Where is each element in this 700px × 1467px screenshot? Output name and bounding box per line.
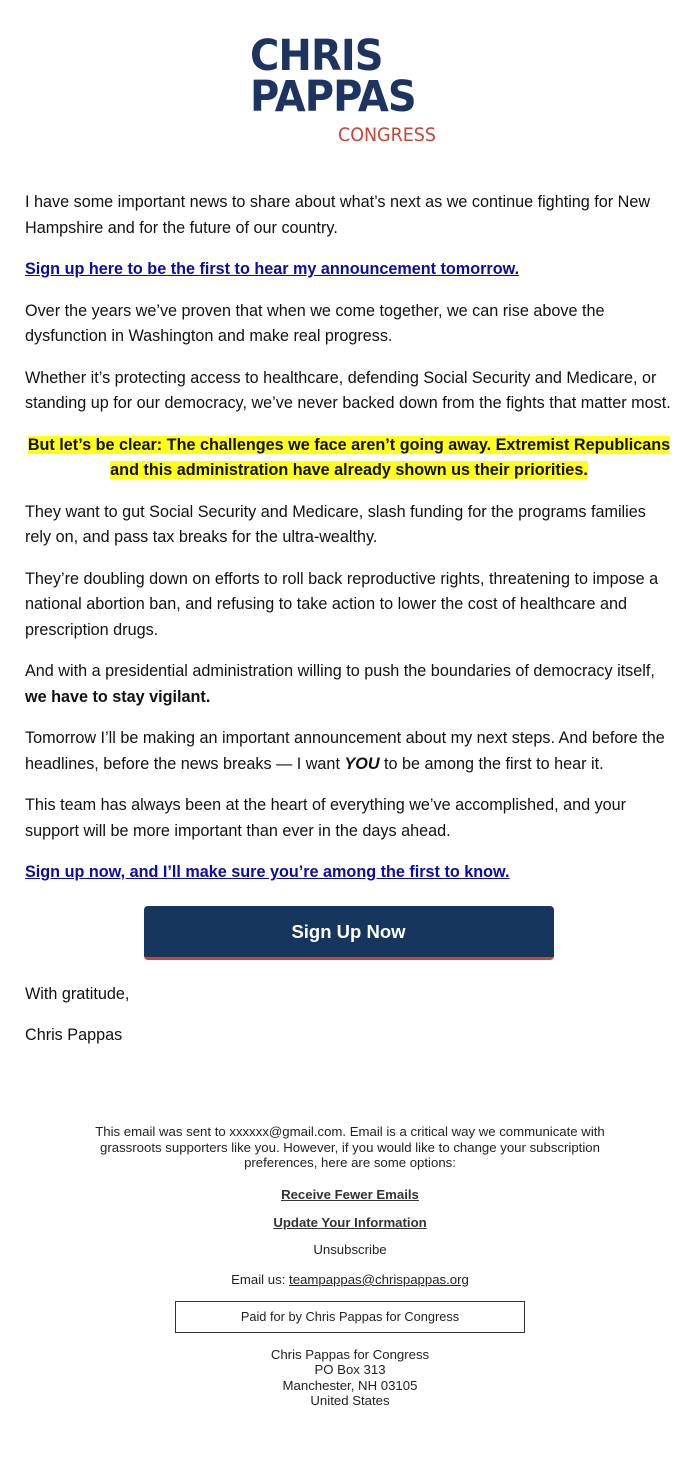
receive-fewer-emails-link[interactable]: Receive Fewer Emails <box>281 1186 419 1202</box>
subscription-notice: This email was sent to xxxxxx@gmail.com. Email is a critical way we communicate with grassroots supporters like you. However, if you would like to change your subscription preferences, here are some options: <box>95 1124 605 1171</box>
you-emphasis: YOU <box>344 754 380 773</box>
email-footer <box>0 1124 700 1408</box>
contact-email-link[interactable]: teampappas@chrispappas.org <box>289 1271 469 1287</box>
paragraph-progress: Over the years we’ve proven that when we come together, we can rise above the dysfunction in Washington and make real progress. <box>25 301 605 345</box>
address-city: Manchester, NH 03105 <box>282 1377 418 1393</box>
signup-link-bottom[interactable]: Sign up now, and I’ll make sure you’re among the first to know. <box>25 863 510 881</box>
paid-for-disclaimer: Paid for by Chris Pappas for Congress <box>175 1301 525 1333</box>
logo-last-name: PAPPAS <box>250 72 416 122</box>
announcement-lead: Tomorrow I’ll be making an important announcement about my next steps. And before the headlines, before the news breaks — I want <box>25 729 665 773</box>
paragraph-reproductive-rights: They’re doubling down on efforts to roll back reproductive rights, threatening to impose a national abortion ban, and refusing to take action to lower the cost of healthcare and prescription drugs. <box>25 569 659 639</box>
unsubscribe-link[interactable]: Unsubscribe <box>313 1241 387 1257</box>
address-po-box: PO Box 313 <box>314 1362 386 1378</box>
paragraph-fights: Whether it’s protecting access to healthcare, defending Social Security and Medicare, or standing up for our democracy, we’ve never backed down from the fights that matter most. <box>25 368 671 412</box>
signature: Chris Pappas <box>25 1026 123 1044</box>
signup-link-paragraph <box>25 257 673 283</box>
address-org: Chris Pappas for Congress <box>270 1346 430 1362</box>
signup-link-bottom-paragraph <box>25 860 673 886</box>
closing-line: With gratitude, <box>25 984 130 1003</box>
sign-up-now-button[interactable]: Sign Up Now <box>144 906 554 960</box>
highlighted-callout <box>25 433 673 484</box>
campaign-logo <box>250 31 460 148</box>
announcement-tail: to be among the first to hear it. <box>379 754 604 773</box>
vigilant-bold: we have to stay vigilant. <box>25 687 211 706</box>
paragraph-gut-programs: They want to gut Social Security and Medicare, slash funding for the programs families rely on, and pass tax breaks for the ultra-wealthy. <box>25 502 646 546</box>
intro-paragraph: I have some important news to share about what’s next as we continue fighting for New Hampshire and for the future of our country. <box>25 193 651 237</box>
callout-text: But let’s be clear: The challenges we face aren’t going away. Extremist Republicans and this administration have already shown us their priorities. <box>27 435 671 479</box>
paragraph-team: This team has always been at the heart of everything we’ve accomplished, and your support will be more important than ever in the days ahead. <box>25 796 627 840</box>
logo-subtitle: CONGRESS <box>338 124 436 146</box>
paragraph-announcement <box>25 726 673 777</box>
contact-email-line <box>0 1272 700 1287</box>
email-prefix: Email us: <box>231 1271 290 1287</box>
vigilant-lead: And with a presidential administration willing to push the boundaries of democracy itself, <box>25 662 655 680</box>
email-body <box>25 190 673 1065</box>
signup-link-top[interactable]: Sign up here to be the first to hear my announcement tomorrow. <box>25 260 520 278</box>
address-country: United States <box>310 1393 390 1408</box>
update-information-link[interactable]: Update Your Information <box>273 1214 427 1230</box>
paragraph-vigilant <box>25 659 673 710</box>
cta-container <box>25 906 673 960</box>
mailing-address <box>0 1347 700 1409</box>
logo-first-name: CHRIS <box>250 31 383 81</box>
